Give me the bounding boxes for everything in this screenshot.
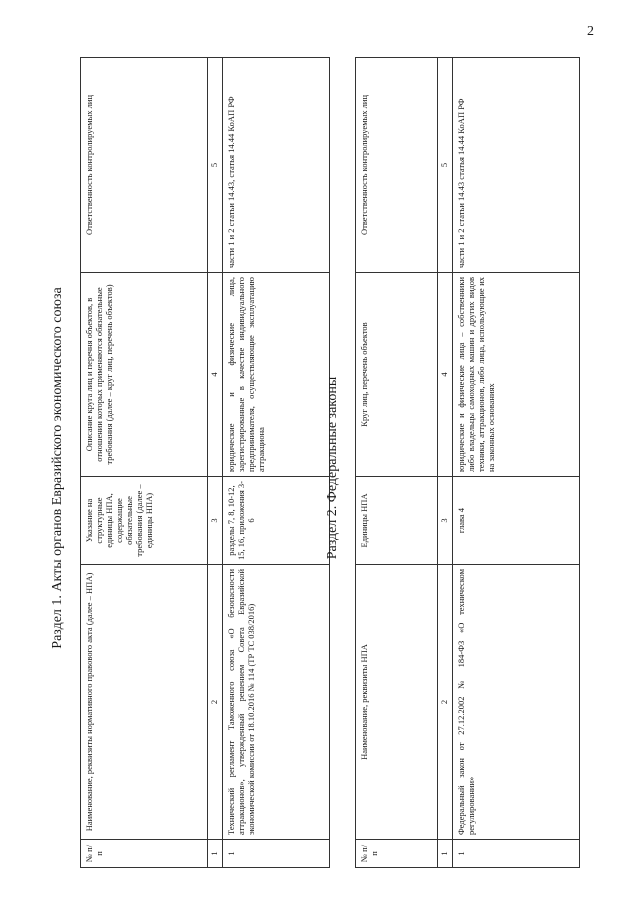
table-cell: 1 xyxy=(453,840,580,868)
column-number: 5 xyxy=(438,58,453,273)
page-number: 2 xyxy=(587,24,594,39)
section1-heading: Раздел 1. Акты органов Евразийского экономического союза xyxy=(50,287,65,649)
table-cell: юридические и физические лица – собственники либо владельцы самоходных машин и других видов техники, аттракционов, либо лица, использующие их на законных основаниях xyxy=(453,273,580,477)
column-number: 1 xyxy=(208,840,223,868)
column-number: 3 xyxy=(208,477,223,565)
table-cell: юридические и физические лица, зарегистрированные в качестве индивидуального предпринимателя, осуществляющие эксплуатацию аттракциона xyxy=(223,273,330,477)
table-cell: части 1 и 2 статьи 14.43, статья 14.44 КоАП РФ xyxy=(223,58,330,273)
header-cell: Круг лиц, перечень объектов xyxy=(356,273,438,477)
header-cell: № п/п xyxy=(81,840,208,868)
header-cell: Описание круга лиц и перечня объектов, в отношении которых применяются обязательные требования (далее – круг лиц, перечень объектов) xyxy=(81,273,208,477)
table-row xyxy=(223,58,330,868)
column-number: 4 xyxy=(208,273,223,477)
table-cell: части 1 и 2 статьи 14.43 статья 14.44 КоАП РФ xyxy=(453,58,580,273)
column-number: 2 xyxy=(208,565,223,840)
header-cell: Наименование, реквизиты нормативного правового акта (далее – НПА) xyxy=(81,565,208,840)
section2-table xyxy=(355,57,580,868)
header-cell: Наименование, реквизиты НПА xyxy=(356,565,438,840)
table-cell: Федеральный закон от 27.12.2002 № 184-ФЗ «О техническом регулировании» xyxy=(453,565,580,840)
table-header-row xyxy=(81,58,208,868)
table-header-row xyxy=(356,58,438,868)
column-number: 2 xyxy=(438,565,453,840)
header-cell: Ответственность контролируемых лиц xyxy=(81,58,208,273)
table-cell: разделы 7, 8, 10-12, 15, 16, приложения 3-6 xyxy=(223,477,330,565)
header-cell: № п/п xyxy=(356,840,438,868)
column-number: 1 xyxy=(438,840,453,868)
header-cell: Указание на структурные единицы НПА, содержащие обязательные требования (далее – единицы НПА) xyxy=(81,477,208,565)
table-cell: 1 xyxy=(223,840,330,868)
rotated-content xyxy=(40,38,600,878)
table-cell: Технический регламент Таможенного союза «О безопасности аттракционов», утвержденный решением Совета Евразийской экономической комиссии от 18.10.2016 № 114 (ТР ТС 038/2016) xyxy=(223,565,330,840)
header-cell: Единицы НПА xyxy=(356,477,438,565)
section2-heading: Раздел 2. Федеральные законы xyxy=(325,376,340,560)
column-number: 3 xyxy=(438,477,453,565)
section1-table xyxy=(80,57,330,868)
table-cell: глава 4 xyxy=(453,477,580,565)
column-number-row xyxy=(208,58,223,868)
table-row xyxy=(453,58,580,868)
column-number-row xyxy=(438,58,453,868)
column-number: 5 xyxy=(208,58,223,273)
column-number: 4 xyxy=(438,273,453,477)
header-cell: Ответственность контролируемых лиц xyxy=(356,58,438,273)
